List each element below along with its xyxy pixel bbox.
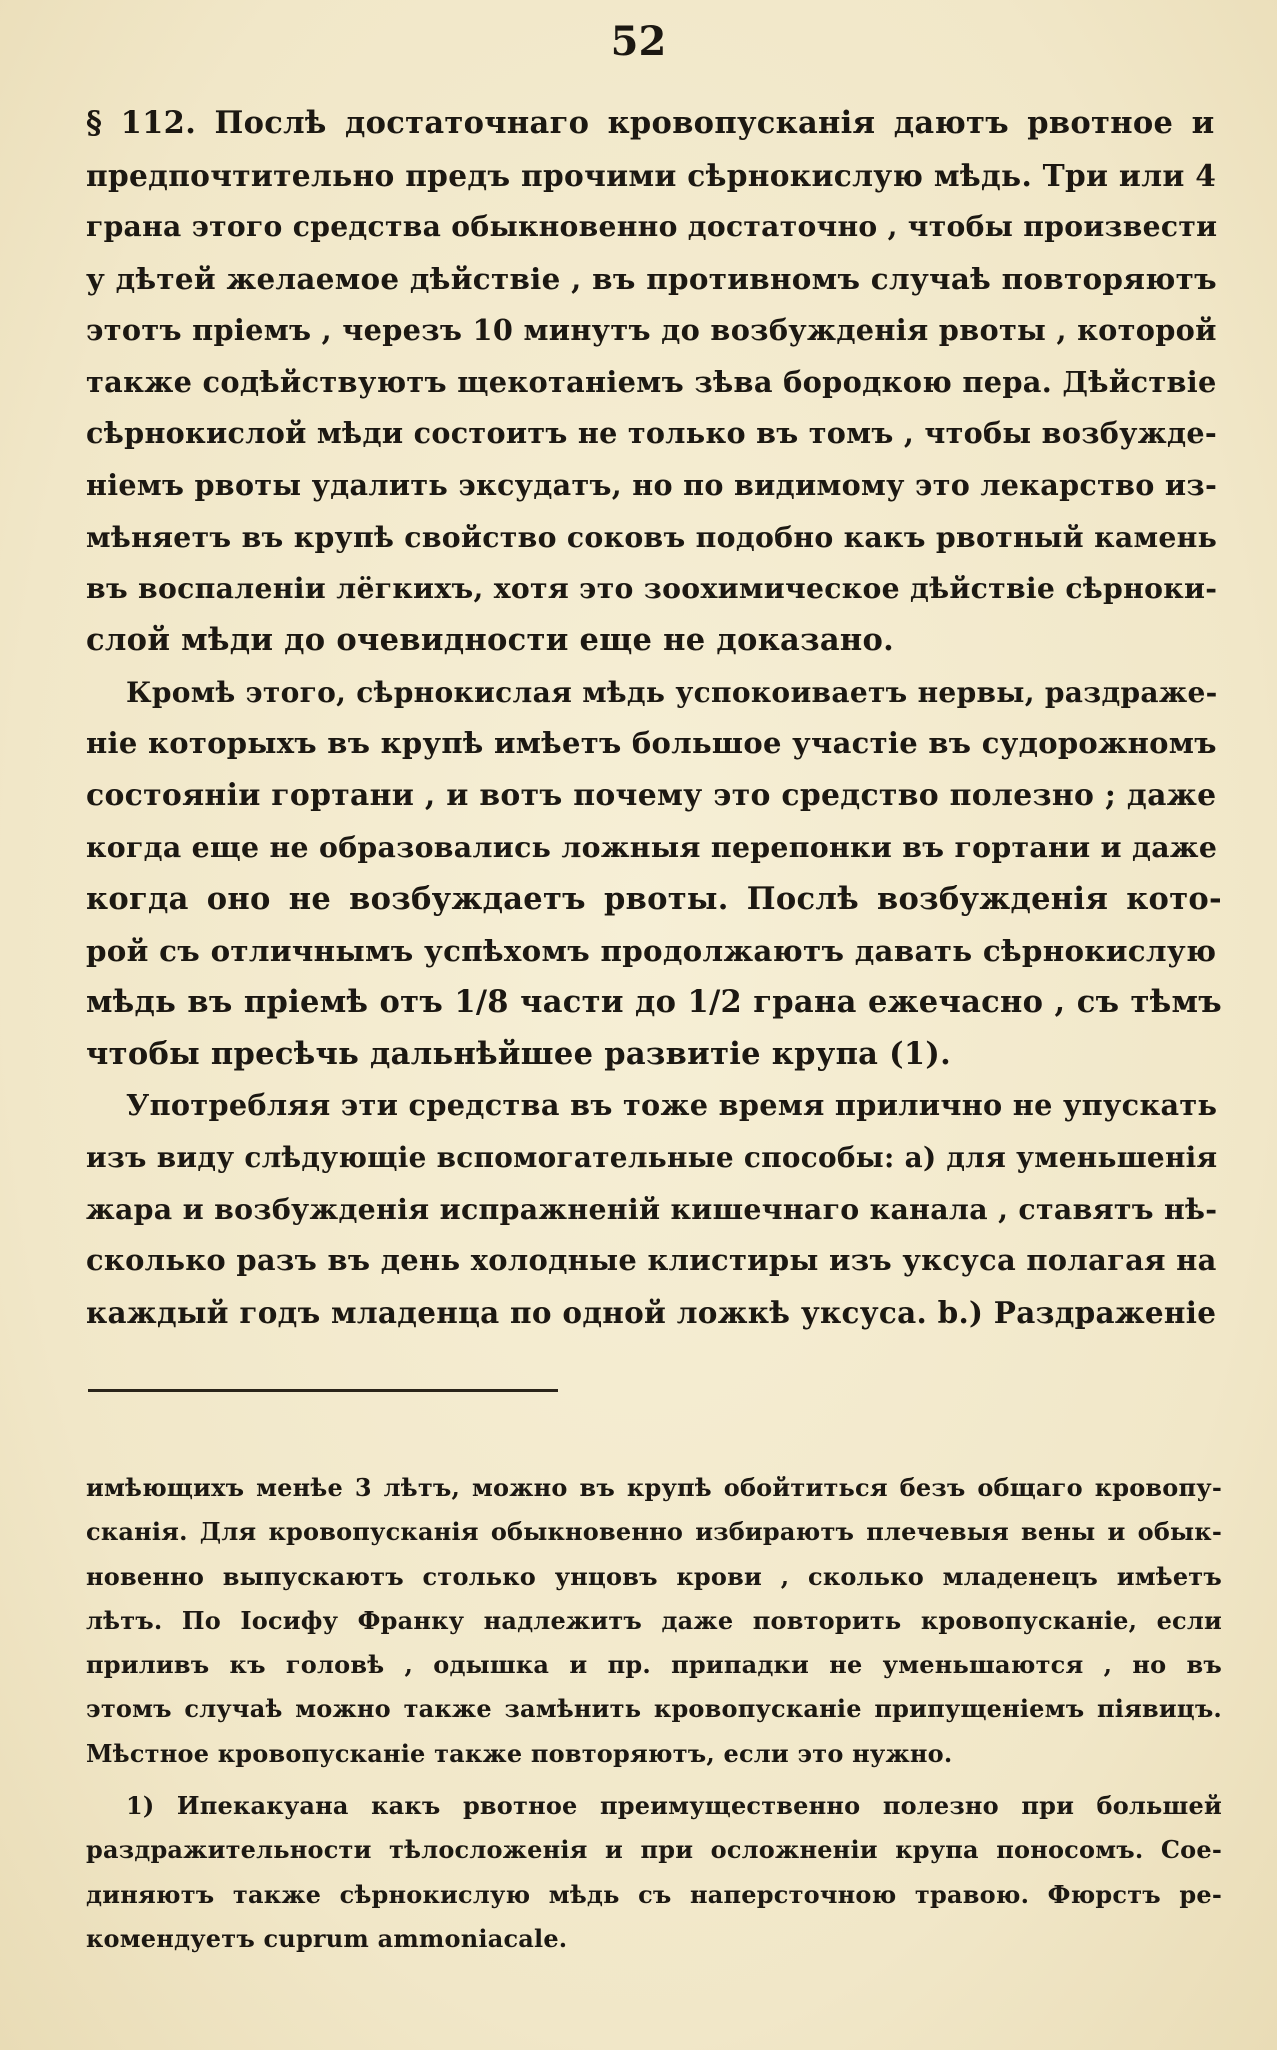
footnote-line: приливъ къ головѣ , одышка и пр. припадки не уменьшаются , но въ — [86, 1650, 1222, 1680]
text-line: изъ виду слѣдующіе вспомогательные способы: a) для уменьшенія — [86, 1141, 1218, 1175]
text-line: сколько разъ въ день холодные клистиры изъ уксуса полагая на — [86, 1243, 1217, 1278]
text-line: сѣрнокислой мѣди состоитъ не только въ томъ , чтобы возбужде- — [86, 416, 1217, 451]
text-line: въ воспаленіи лёгкихъ, хотя это зоохимическое дѣйствіе сѣрноки- — [86, 571, 1218, 606]
text-line: у дѣтей желаемое дѣйствіе , въ противномъ случаѣ повторяютъ — [86, 261, 1217, 297]
footnote-line: лѣтъ. По Іосифу Франку надлежитъ даже повторить кровопусканіе, если — [86, 1605, 1222, 1635]
text-line: грана этого средства обыкновенно достаточно , чтобы произвести — [86, 210, 1218, 244]
text-line: слой мѣди до очевидности еще не доказано. — [86, 622, 895, 659]
footnote-1 — [86, 1784, 1222, 1961]
footnote-line: сканія. Для кровопусканія обыкновенно избираютъ плечевыя вены и обык- — [86, 1517, 1222, 1547]
text-line: каждый годъ младенца по одной ложкѣ уксуса. b.) Раздраженіе — [86, 1295, 1217, 1331]
footnote-line: Мѣстное кровопусканіе также повторяютъ, если это нужно. — [86, 1738, 953, 1768]
text-line: жара и возбужденія испражненій кишечнаго канала , ставятъ нѣ- — [86, 1191, 1218, 1226]
footnote-line: комендуетъ cuprum ammoniacale. — [86, 1923, 568, 1953]
main-text — [86, 98, 1222, 1339]
paragraph-112 — [86, 98, 1222, 667]
footnote-divider — [88, 1389, 558, 1392]
text-line: состояніи гортани , и вотъ почему это средство полезно ; даже — [86, 778, 1217, 814]
footnote-line: новенно выпускаютъ столько унцовъ крови , сколько младенецъ имѣетъ — [86, 1561, 1222, 1591]
text-line: мѣняетъ въ крупѣ свойство соковъ подобно какъ рвотный камень — [86, 519, 1218, 554]
text-line: мѣдь въ пріемѣ отъ 1/8 части до 1/2 грана ежечасно , съ тѣмъ — [86, 983, 1222, 1020]
text-line: ніемъ рвоты удалить эксудатъ, но по видимому это лекарство из- — [86, 467, 1218, 502]
page-number: 52 — [610, 18, 667, 65]
footnotes — [86, 1466, 1222, 1961]
text-line: также содѣйствуютъ щекотаніемъ зѣва бородкою пера. Дѣйствіе — [86, 364, 1217, 399]
text-line: рой съ отличнымъ успѣхомъ продолжаютъ давать сѣрнокислую — [86, 933, 1217, 969]
footnote-line: диняютъ также сѣрнокислую мѣдь съ наперсточною травою. Фюрстъ ре- — [86, 1879, 1222, 1909]
footnote-line: имѣющихъ менѣе 3 лѣтъ, можно въ крупѣ обойтиться безъ общаго кровопу- — [86, 1473, 1222, 1502]
text-line: этотъ пріемъ , черезъ 10 минутъ до возбужденія рвоты , которой — [86, 312, 1217, 347]
paragraph-copper-sulfate — [86, 667, 1222, 1081]
footnote-line: раздражительности тѣлосложенія и при осложненіи крупа поносомъ. Сое- — [86, 1835, 1222, 1865]
text-line: Употребляя эти средства въ тоже время прилично не упускать — [126, 1088, 1218, 1123]
text-line: Кромѣ этого, сѣрнокислая мѣдь успокоиваетъ нервы, раздраже- — [126, 675, 1218, 709]
paragraph-auxiliary-methods — [86, 1080, 1222, 1339]
footnote-line: этомъ случаѣ можно также замѣнить кровопусканіе припущеніемъ піявицъ. — [86, 1694, 1222, 1724]
text-line: когда оно не возбуждаетъ рвоты. Послѣ возбужденія кото- — [86, 880, 1222, 917]
text-line: предпочтительно предъ прочими сѣрнокислую мѣдь. Три или 4 — [86, 157, 1217, 193]
text-line: когда еще не образовались ложныя перепонки въ гортани и даже — [86, 829, 1218, 864]
text-line: чтобы пресѣчь дальнѣйшее развитіе крупа (1). — [86, 1035, 952, 1072]
text-line: § 112. Послѣ достаточнаго кровопусканія даютъ рвотное и — [86, 105, 1215, 141]
text-line: ніе которыхъ въ крупѣ имѣетъ большое участіе въ судорожномъ — [86, 726, 1217, 761]
footnote-continued — [86, 1466, 1222, 1776]
footnote-line: 1) Ипекакуана какъ рвотное преимущественно полезно при большей — [126, 1791, 1222, 1821]
